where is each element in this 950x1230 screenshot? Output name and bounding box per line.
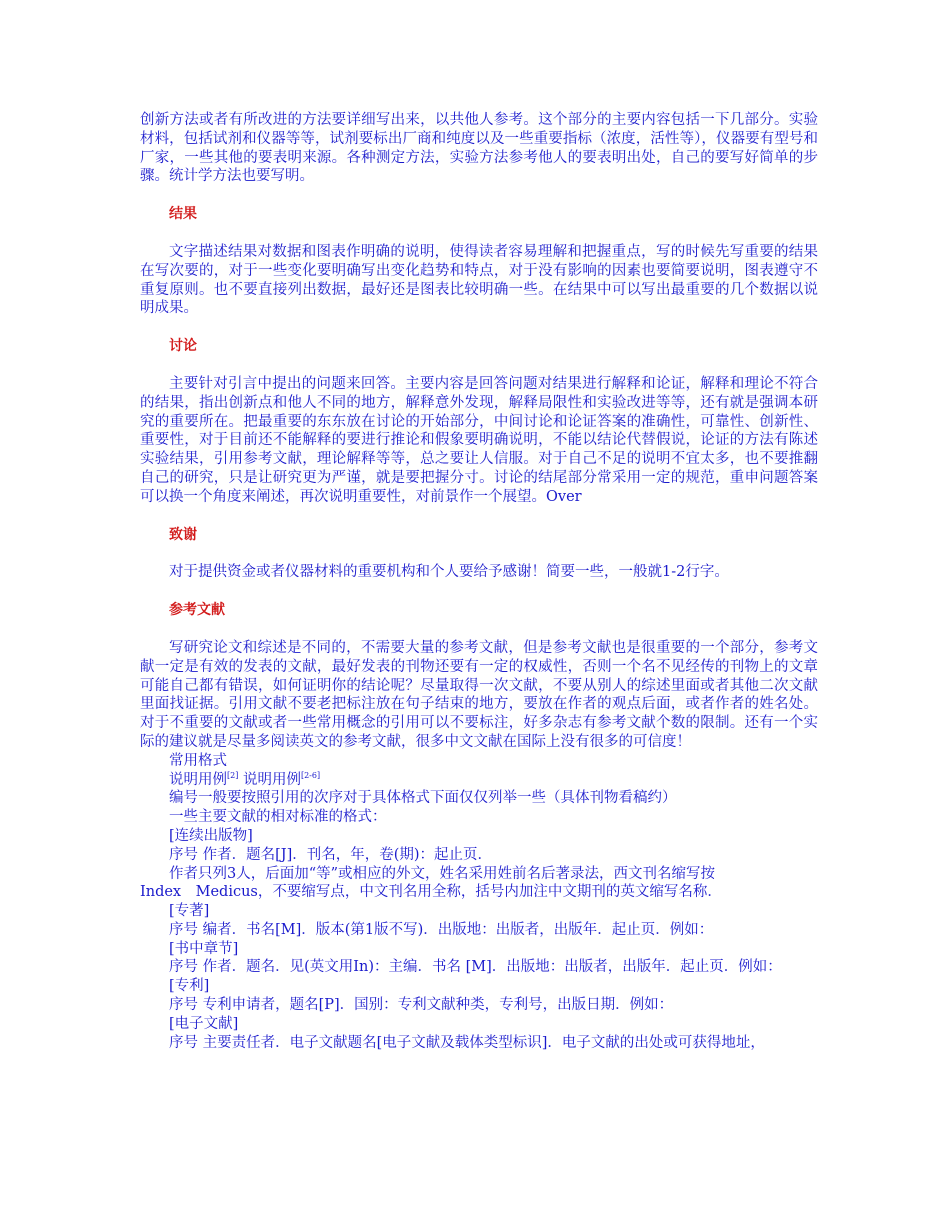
serial-format: 序号 作者．题名[J]．刊名，年，卷(期)：起止页． <box>169 846 493 863</box>
authors-note-line-1: 作者只列3人，后面加“等”或相应的外文，姓名采用姓前名后著录法，西文刊名缩写按 <box>169 865 716 882</box>
citation-example-text-1: 说明用例 <box>169 771 227 788</box>
numbering-note: 编号一般要按照引用的次序对于具体格式下面仅仅列举一些（具体刊物看稿约） <box>169 790 677 807</box>
standard-formats-intro: 一些主要文献的相对标准的格式： <box>169 809 387 826</box>
references-heading: 参考文献 <box>169 602 225 619</box>
chapter-label: [书中章节] <box>169 940 239 957</box>
citation-example-text-2: 说明用例 <box>238 771 301 788</box>
acknowledgement-heading: 致谢 <box>169 526 197 543</box>
serial-label: [连续出版物] <box>169 827 253 844</box>
patent-format: 序号 专利申请者，题名[P]．国别：专利文献种类，专利号，出版日期．例如： <box>169 997 674 1014</box>
electronic-format: 序号 主要责任者．电子文献题名[电子文献及载体类型标识]．电子文献的出处或可获得地址， <box>169 1034 765 1051</box>
citation-superscript-1: [2] <box>227 770 239 780</box>
methods-paragraph: 创新方法或者有所改进的方法要详细写出来，以共他人参考。这个部分的主要内容包括一下几部分。实验材料，包括试剂和仪器等等，试剂要标出厂商和纯度以及一些重要指标（浓度，活性等），仪器要有型号和厂家，一些其他的要表明来源。各种测定方法，实验方法参考他人的要表明出处，自己的要写好简单的步骤。统计学方法也要写明。 <box>140 112 818 185</box>
electronic-label: [电子文献] <box>169 1015 239 1032</box>
common-format-label: 常用格式 <box>169 752 227 769</box>
discussion-heading: 讨论 <box>169 338 197 355</box>
citation-example-line <box>140 771 818 790</box>
acknowledgement-paragraph: 对于提供资金或者仪器材料的重要机构和个人要给予感谢！简要一些，一般就1-2行字。 <box>169 564 729 581</box>
discussion-paragraph: 主要针对引言中提出的问题来回答。主要内容是回答问题对结果进行解释和论证，解释和理论不符合的结果，指出创新点和他人不同的地方，解释意外发现，解释局限性和实验改进等等，还有就是强调本研究的重要所在。把最重要的东东放在讨论的开始部分，中间讨论和论证答案的准确性，可靠性、创新性、重要性，对于目前还不能解释的要进行推论和假象要明确说明，不能以结论代替假说，论证的方法有陈述实验结果，引用参考文献，理论解释等等，总之要让人信服。对于自己不足的说明不宜太多，也不要推翻自己的研究，只是让研究更为严谨，就是要把握分寸。讨论的结尾部分常采用一定的规范，重申问题答案可以换一个角度来阐述，再次说明重要性，对前景作一个展望。Over <box>140 375 818 505</box>
monograph-format: 序号 编者．书名[M]．版本(第1版不写)．出版地：出版者，出版年．起止页．例如： <box>169 921 714 938</box>
monograph-label: [专著] <box>169 903 210 920</box>
results-paragraph: 文字描述结果对数据和图表作明确的说明，使得读者容易理解和把握重点，写的时候先写重要的结果在写次要的，对于一些变化要明确写出变化趋势和特点，对于没有影响的因素也要简要说明，图表遵守不重复原则。也不要直接列出数据，最好还是图表比较明确一些。在结果中可以写出最重要的几个数据以说明成果。 <box>140 243 818 317</box>
chapter-format: 序号 作者．题名．见(英文用In)：主编．书名 [M]．出版地：出版者，出版年．起止页．例如： <box>169 959 782 976</box>
citation-superscript-2: [2-6] <box>300 770 321 780</box>
results-heading: 结果 <box>169 206 197 223</box>
document-page <box>140 111 818 1052</box>
patent-label: [专利] <box>169 978 210 995</box>
authors-note-line-2: Index Medicus，不要缩写点，中文刊名用全称，括号内加注中文期刊的英文缩写名称． <box>140 884 722 901</box>
references-paragraph: 写研究论文和综述是不同的，不需要大量的参考文献，但是参考文献也是很重要的一个部分，参考文献一定是有效的发表的文献，最好发表的刊物还要有一定的权威性，否则一个名不见经传的刊物上的文章可能自己都有错误，如何证明你的结论呢？尽量取得一次文献，不要从别人的综述里面或者其他二次文献里面找证据。引用文献不要老把标注放在句子结束的地方，要放在作者的观点后面，或者作者的姓名处。对于不重要的文献或者一些常用概念的引用可以不要标注，好多杂志有参考文献个数的限制。还有一个实际的建议就是尽量多阅读英文的参考文献，很多中文文献在国际上没有很多的可信度！ <box>140 639 818 750</box>
